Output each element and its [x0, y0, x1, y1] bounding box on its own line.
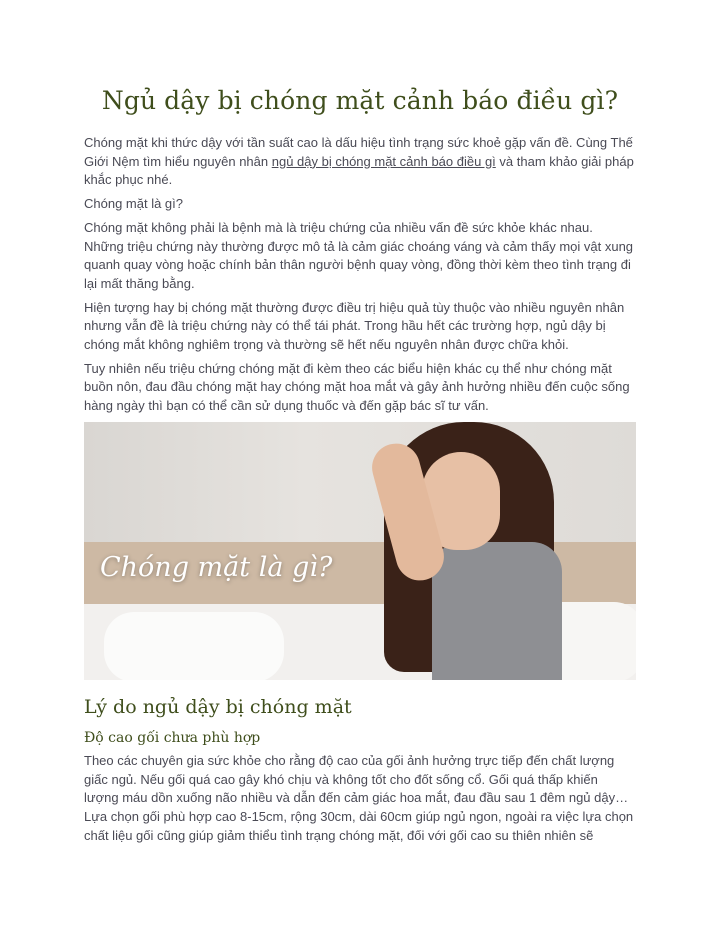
section-heading: Lý do ngủ dậy bị chóng mặt: [84, 695, 352, 718]
subsection-heading: Độ cao gối chưa phù hợp: [84, 729, 261, 746]
image-caption: Chóng mặt là gì?: [100, 551, 333, 583]
article-keyword-link[interactable]: ngủ dậy bị chóng mặt cảnh báo điều gì: [271, 153, 496, 169]
pillow-paragraph: Theo các chuyên gia sức khỏe cho rằng độ cao của gối ảnh hưởng trực tiếp đến chất lượng giấc ngủ. Nếu gối quá cao gây khó chịu và không tốt cho đốt sống cổ. Gối quá thấp khiến lượng máu dồn xuống não nhiều và dẫn đến cảm giác hoa mắt, đau đầu sau 1 đêm ngủ dậy… Lựa chọn gối phù hợp cao 8-15cm, rộng 30cm, dài 60cm giúp ngủ ngon, ngoài ra việc lựa chọn chất liệu gối cũng giúp giảm thiểu tình trạng chóng mặt, đối với gối cao su thiên nhiên sẽ: [84, 752, 634, 843]
image-pillow: [104, 612, 284, 680]
intro-text-1: Chóng mặt khi thức dậy với tần suất cao là dấu hiệu tình trạng sức khoẻ gặp vấn đề. Cùng Thế Giới Nệm tìm hiểu nguyên nhân: [84, 135, 633, 169]
article-image: [84, 422, 636, 680]
image-woman-body: [432, 542, 562, 680]
intro-text-2: và tham khảo giải pháp khắc phục nhé.: [84, 153, 634, 188]
warning-paragraph: Tuy nhiên nếu triệu chứng chóng mặt đi kèm theo các biểu hiện khác cụ thể như chóng mặt buồn nôn, đau đầu chóng mặt hay chóng mặt hoa mắt và gây ảnh hưởng nhiều đến cuộc sống hàng ngày thì bạn có thể cần sử dụng thuốc và đến gặp bác sĩ tư vấn.: [84, 360, 630, 414]
page-title: Ngủ dậy bị chóng mặt cảnh báo điều gì?: [101, 86, 619, 115]
question-paragraph: Chóng mặt là gì?: [84, 196, 184, 212]
treatment-paragraph: Hiện tượng hay bị chóng mặt thường được điều trị hiệu quả tùy thuộc vào nhiều nguyên nhân nhưng vẫn đề là triệu chứng này có thể tái phát. Trong hầu hết các trường hợp, ngủ dậy bị chóng mắt không nghiêm trọng và thường sẽ hết nếu nguyên nhân được chữa khỏi.: [84, 299, 625, 353]
article-body: [84, 134, 636, 850]
intro-paragraph: [84, 134, 636, 190]
definition-paragraph: Chóng mặt không phải là bệnh mà là triệu chứng của nhiều vấn đề sức khỏe khác nhau. Những triệu chứng này thường được mô tả là cảm giác choáng váng và cảm thấy mọi vật xung quanh quay vòng hoặc chính bản thân người bệnh quay vòng, đồng thời kèm theo tình trạng đi lại mất thăng bằng.: [84, 219, 634, 291]
